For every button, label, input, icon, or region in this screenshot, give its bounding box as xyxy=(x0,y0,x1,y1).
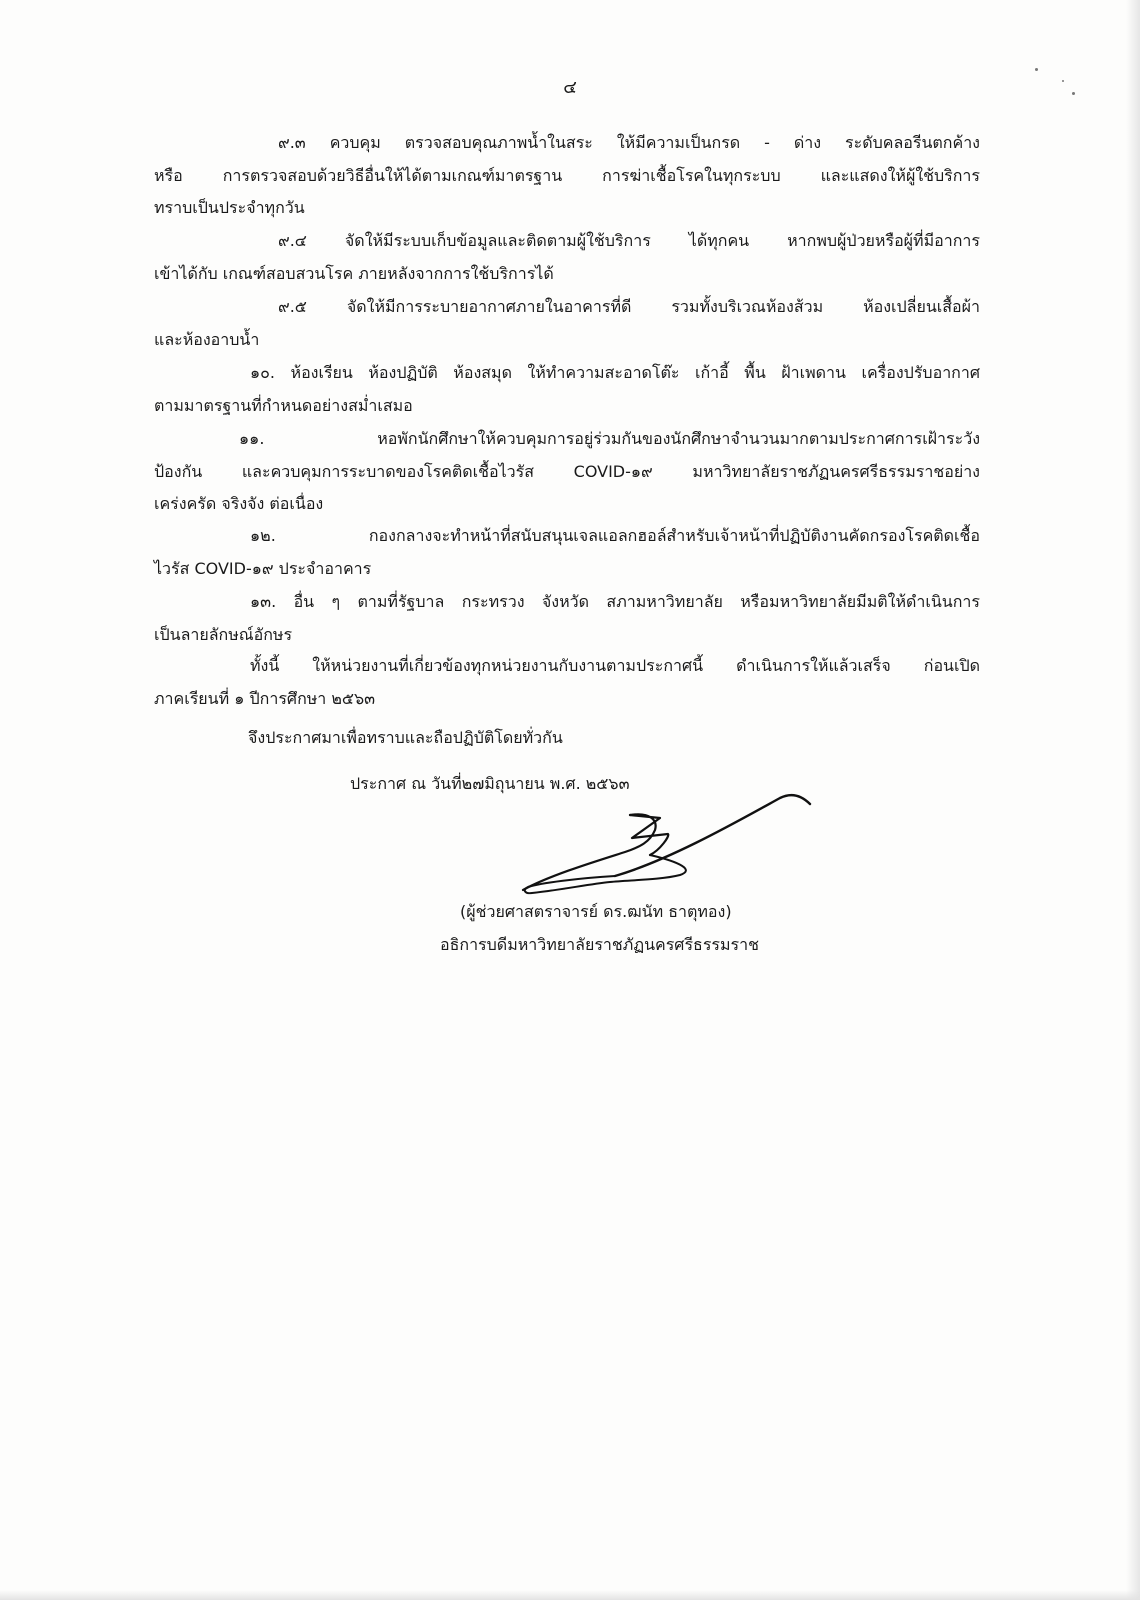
clause-9-4-line-1: ๙.๔ จัดให้มีระบบเก็บข้อมูลและติดตามผู้ใช้บริการ ได้ทุกคน หากพบผู้ป่วยหรือผู้ที่มีอาการ xyxy=(278,231,980,250)
clause-9-5 xyxy=(154,291,980,356)
closing-line-2: ภาคเรียนที่ ๑ ปีการศึกษา ๒๕๖๓ xyxy=(154,688,376,708)
scan-edge-bottom xyxy=(0,1590,1140,1600)
clause-9-3-line-3: ทราบเป็นประจำทุกวัน xyxy=(154,198,305,217)
closing-paragraph xyxy=(154,650,980,715)
clause-11-line-3: เคร่งครัด จริงจัง ต่อเนื่อง xyxy=(154,494,324,513)
clause-9-3-line-2: หรือ การตรวจสอบด้วยวิธีอื่นให้ได้ตามเกณฑ์มาตรฐาน การฆ่าเชื้อโรคในทุกระบบ และแสดงให้ผู้ใช้บริการ xyxy=(154,165,980,185)
clause-10 xyxy=(154,357,980,422)
clause-13-line-2: เป็นลายลักษณ์อักษร xyxy=(154,624,293,644)
scan-edge-right xyxy=(1126,0,1140,1600)
clause-9-3 xyxy=(154,127,980,225)
clause-9-3-line-1: ๙.๓ ควบคุม ตรวจสอบคุณภาพน้ำในสระ ให้มีความเป็นกรด - ด่าง ระดับคลอรีนตกค้าง xyxy=(278,133,980,152)
announcement-line: จึงประกาศมาเพื่อทราบและถือปฏิบัติโดยทั่วกัน xyxy=(248,728,563,747)
scan-speck xyxy=(1035,68,1038,71)
clause-12-line-1: ๑๒. กองกลางจะทำหน้าที่สนับสนุนเจลแอลกฮอล์สำหรับเจ้าหน้าที่ปฏิบัติงานคัดกรองโรคติดเชื้อ xyxy=(250,526,980,545)
clause-10-line-2: ตามมาตรฐานที่กำหนดอย่างสม่ำเสมอ xyxy=(154,395,413,415)
clause-9-4-line-2: เข้าได้กับ เกณฑ์สอบสวนโรค ภายหลังจากการใช้บริการได้ xyxy=(154,263,554,283)
clause-11-line-2: ป้องกัน และควบคุมการระบาดของโรคติดเชื้อไวรัส COVID-๑๙ มหาวิทยาลัยราชภัฏนครศรีธรรมราชอย่าง xyxy=(154,461,980,481)
clause-12 xyxy=(154,520,980,585)
closing-line-1: ทั้งนี้ ให้หน่วยงานที่เกี่ยวข้องทุกหน่วยงานกับงานตามประกาศนี้ ดำเนินการให้แล้วเสร็จ ก่อนเปิด xyxy=(250,656,980,675)
clause-13-line-1: ๑๓. อื่น ๆ ตามที่รัฐบาล กระทรวง จังหวัด สภามหาวิทยาลัย หรือมหาวิทยาลัยมีมติให้ดำเนินการ xyxy=(250,592,980,611)
signatory-name: (ผู้ช่วยศาสตราจารย์ ดร.ฒนัท ธาตุทอง) xyxy=(460,902,732,921)
clause-12-line-2: ไวรัส COVID-๑๙ ประจำอาคาร xyxy=(154,558,372,578)
page-number: ๔ xyxy=(563,77,577,98)
clause-11-line-1: ๑๑. หอพักนักศึกษาให้ควบคุมการอยู่ร่วมกันของนักศึกษาจำนวนมากตามประกาศการเฝ้าระวัง xyxy=(239,429,980,448)
clause-9-4 xyxy=(154,225,980,290)
clause-9-5-line-2: และห้องอาบน้ำ xyxy=(154,329,260,349)
signature-image xyxy=(520,790,830,910)
clause-13 xyxy=(154,586,980,651)
signatory-position: อธิการบดีมหาวิทยาลัยราชภัฏนครศรีธรรมราช xyxy=(440,935,759,954)
date-line: ประกาศ ณ วันที่๒๗มิถุนายน พ.ศ. ๒๕๖๓ xyxy=(350,774,630,793)
clause-11 xyxy=(154,423,980,521)
clause-9-5-line-1: ๙.๕ จัดให้มีการระบายอากาศภายในอาคารที่ดี รวมทั้งบริเวณห้องส้วม ห้องเปลี่ยนเสื้อผ้า xyxy=(278,297,980,316)
clause-10-line-1: ๑๐. ห้องเรียน ห้องปฏิบัติ ห้องสมุด ให้ทำความสะอาดโต๊ะ เก้าอี้ พื้น ฝ้าเพดาน เครื่องปรับอากาศ xyxy=(250,363,980,382)
